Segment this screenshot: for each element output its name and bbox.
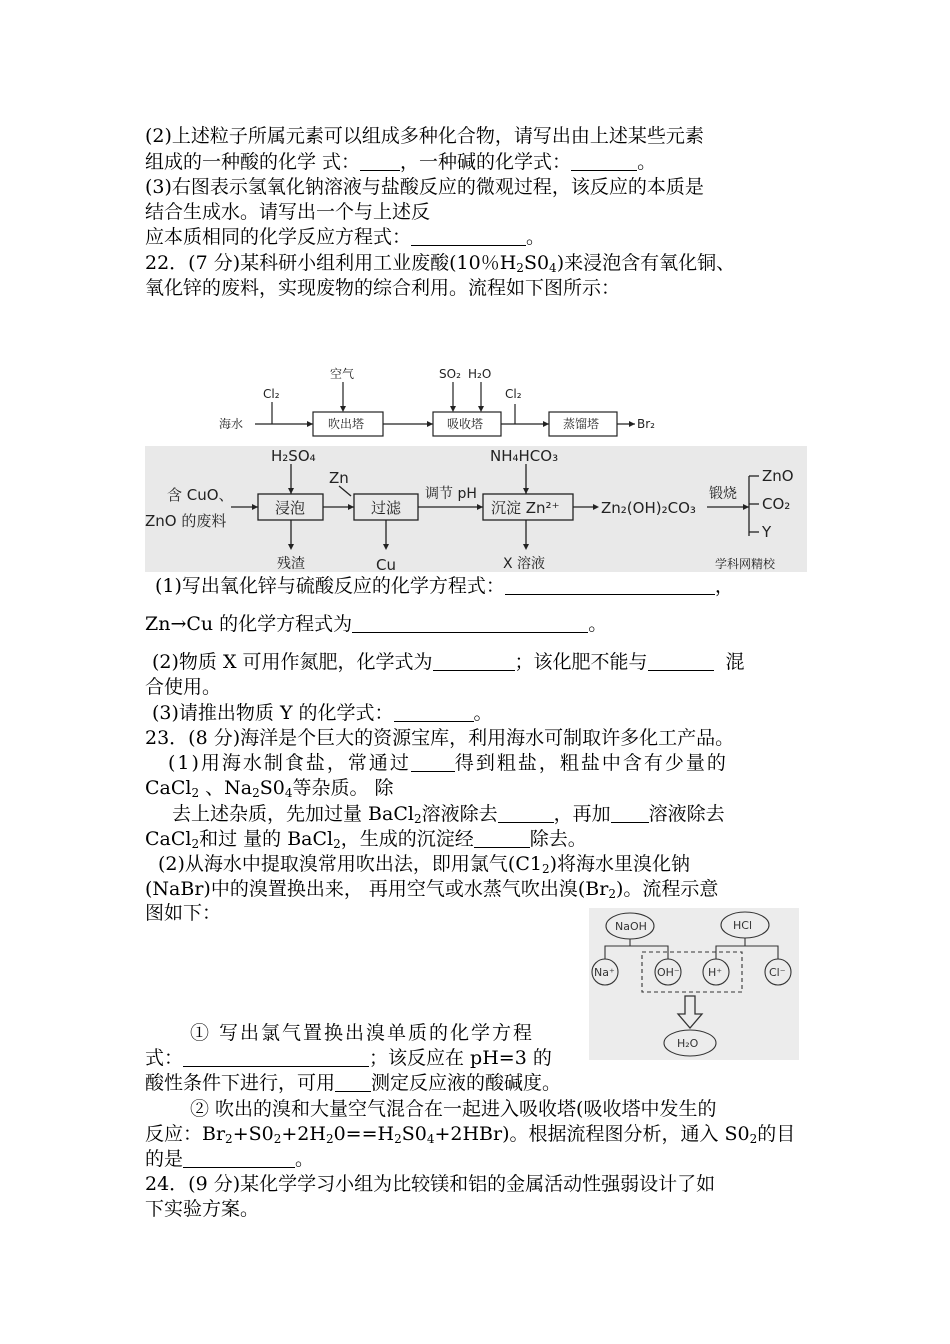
zn-label: Zn: [329, 469, 349, 487]
answer-blank[interactable]: [411, 227, 526, 246]
feed-label-1: 含 CuO、: [167, 486, 234, 504]
q23-c2-line-2: 反应：$Br_2+S0_2+2H_20==H_2S0_4+2HBr$)。根据流程图分析，通入 $S0_2$的目: [145, 1123, 796, 1146]
q22-q3: (3)请推出物质 Y 的化学式： 。: [152, 702, 493, 724]
hcl-label: HCl: [733, 919, 753, 932]
so2-label: SO₂: [439, 367, 461, 381]
q23-p1-line-4: CaCl$_2$和过 量的 BaCl$_2$，生成的沉淀经 除去。: [145, 828, 587, 851]
q22-title: 22．(7 分)某科研小组利用工业废酸(10％$H_2S0_4$)来浸泡含有氧化铜、: [145, 252, 736, 275]
q23-c1-line-1: ① 写出氯气置换出溴单质的化学方程: [190, 1022, 535, 1044]
na-ion-label: Na⁺: [594, 966, 615, 979]
nh4hco3-label: NH₄HCO₃: [490, 447, 559, 465]
zno-output-label: ZnO: [762, 467, 794, 485]
answer-blank[interactable]: [394, 703, 474, 722]
q24-title-2: 下实验方案。: [145, 1198, 260, 1220]
absorb-tower-label: 吸收塔: [447, 417, 484, 431]
precipitate-box-label: 沉淀 Zn²⁺: [491, 499, 560, 517]
answer-blank[interactable]: [648, 652, 714, 671]
zinc-flow-diagram: [145, 446, 807, 572]
q23-p1-line-3: 去上述杂质，先加过量 BaCl$_2$溶液除去 ，再加 溶液除去: [172, 803, 725, 826]
answer-blank[interactable]: [474, 829, 530, 848]
answer-blank[interactable]: [360, 152, 400, 171]
answer-blank[interactable]: [183, 1149, 295, 1168]
x-solution-label: X 溶液: [503, 556, 546, 572]
distill-tower-label: 蒸馏塔: [563, 417, 600, 431]
answer-blank[interactable]: [433, 652, 515, 671]
feed-label-2: ZnO 的废料: [145, 512, 227, 530]
q21-line-5: 应本质相同的化学反应方程式： 。: [145, 226, 546, 248]
cl2-label: Cl₂: [263, 387, 280, 401]
q23-p2-line-3: 图如下：: [145, 902, 222, 924]
y-output-label: Y: [762, 523, 772, 541]
answer-blank[interactable]: [498, 804, 554, 823]
q23-p1-line-1: (1)用海水制食盐，常通过 得到粗盐，粗盐中含有少量的: [168, 752, 728, 774]
oh-ion-label: OH⁻: [657, 966, 680, 979]
residue-label: 残渣: [277, 556, 305, 572]
naoh-label: NaOH: [615, 920, 647, 933]
q21-line-1: (2)上述粒子所属元素可以组成多种化合物，请写出由上述某些元素: [145, 125, 704, 147]
adjust-ph-label: 调节 pH: [425, 486, 477, 502]
water-label: H₂O: [677, 1037, 699, 1050]
br2-label: Br₂: [637, 417, 655, 431]
q22-q1-zn: Zn→Cu 的化学方程式为 。: [145, 613, 608, 635]
cl2-label-2: Cl₂: [505, 387, 522, 401]
answer-blank[interactable]: [335, 1073, 371, 1092]
q22-title-2: 氧化锌的废料，实现废物的综合利用。流程如下图所示：: [145, 277, 621, 299]
watermark-label: 学科网精校: [715, 557, 776, 571]
answer-blank[interactable]: [571, 152, 637, 171]
q23-title: 23．(8 分)海洋是个巨大的资源宝库，利用海水可制取许多化工产品。: [145, 727, 735, 749]
bromine-flow-diagram: [215, 360, 665, 442]
product-label: Zn₂(OH)₂CO₃: [601, 499, 696, 517]
answer-blank[interactable]: [611, 804, 649, 823]
q23-c1-line-2: 式： ；该反应在 pH=3 的: [145, 1047, 552, 1069]
q23-p2-line-2: (NaBr)中的溴置换出来， 再用空气或水蒸气吹出溴$(Br_2)$。流程示意: [145, 878, 719, 901]
q23-p2-line-1: (2)从海水中提取溴常用吹出法，即用氯气$(C1_2)$将海水里溴化钠: [158, 853, 691, 876]
h2o-label: H₂O: [468, 367, 492, 381]
calcine-label: 锻烧: [709, 486, 737, 502]
q24-title: 24．(9 分)某化学学习小组为比较镁和铝的金属活动性强弱设计了如: [145, 1173, 716, 1195]
q22-q2: (2)物质 X 可用作氮肥，化学式为 ；该化肥不能与 混: [152, 651, 745, 673]
h-ion-label: H⁺: [708, 966, 723, 979]
q22-q1: (1)写出氧化锌与硫酸反应的化学方程式： ，: [155, 575, 734, 597]
q21-line-3: (3)右图表示氢氧化钠溶液与盐酸反应的微观过程，该反应的本质是: [145, 176, 704, 198]
q21-line-2: 组成的一种酸的化学 式： ，一种碱的化学式： 。: [145, 151, 657, 173]
q23-c2-line-3: 的是 。: [145, 1148, 315, 1170]
answer-blank[interactable]: [352, 614, 588, 633]
soak-box-label: 浸泡: [275, 499, 306, 517]
q21-line-4: 结合生成水。请写出一个与上述反: [145, 201, 431, 223]
co2-output-label: CO₂: [762, 495, 791, 513]
q22-q2-cont: 合使用。: [145, 676, 222, 698]
q23-p1-line-2: CaCl$_2$ 、$Na_2S0_4$等杂质。 除: [145, 777, 394, 800]
seawater-label: 海水: [219, 417, 244, 431]
h2so4-label: H₂SO₄: [271, 447, 316, 465]
ion-reaction-diagram: [589, 908, 799, 1060]
q23-c1-line-3: 酸性条件下进行，可用 测定反应液的酸碱度。: [145, 1072, 562, 1094]
answer-blank[interactable]: [505, 576, 715, 595]
cl-ion-label: Cl⁻: [769, 966, 786, 979]
q23-c2-line-1: ② 吹出的溴和大量空气混合在一起进入吸收塔(吸收塔中发生的: [190, 1098, 717, 1120]
filter-box-label: 过滤: [371, 499, 402, 517]
blow-tower-label: 吹出塔: [328, 417, 365, 431]
answer-blank[interactable]: [183, 1048, 369, 1067]
air-label: 空气: [330, 367, 355, 381]
answer-blank[interactable]: [411, 753, 455, 772]
cu-label: Cu: [376, 556, 396, 572]
